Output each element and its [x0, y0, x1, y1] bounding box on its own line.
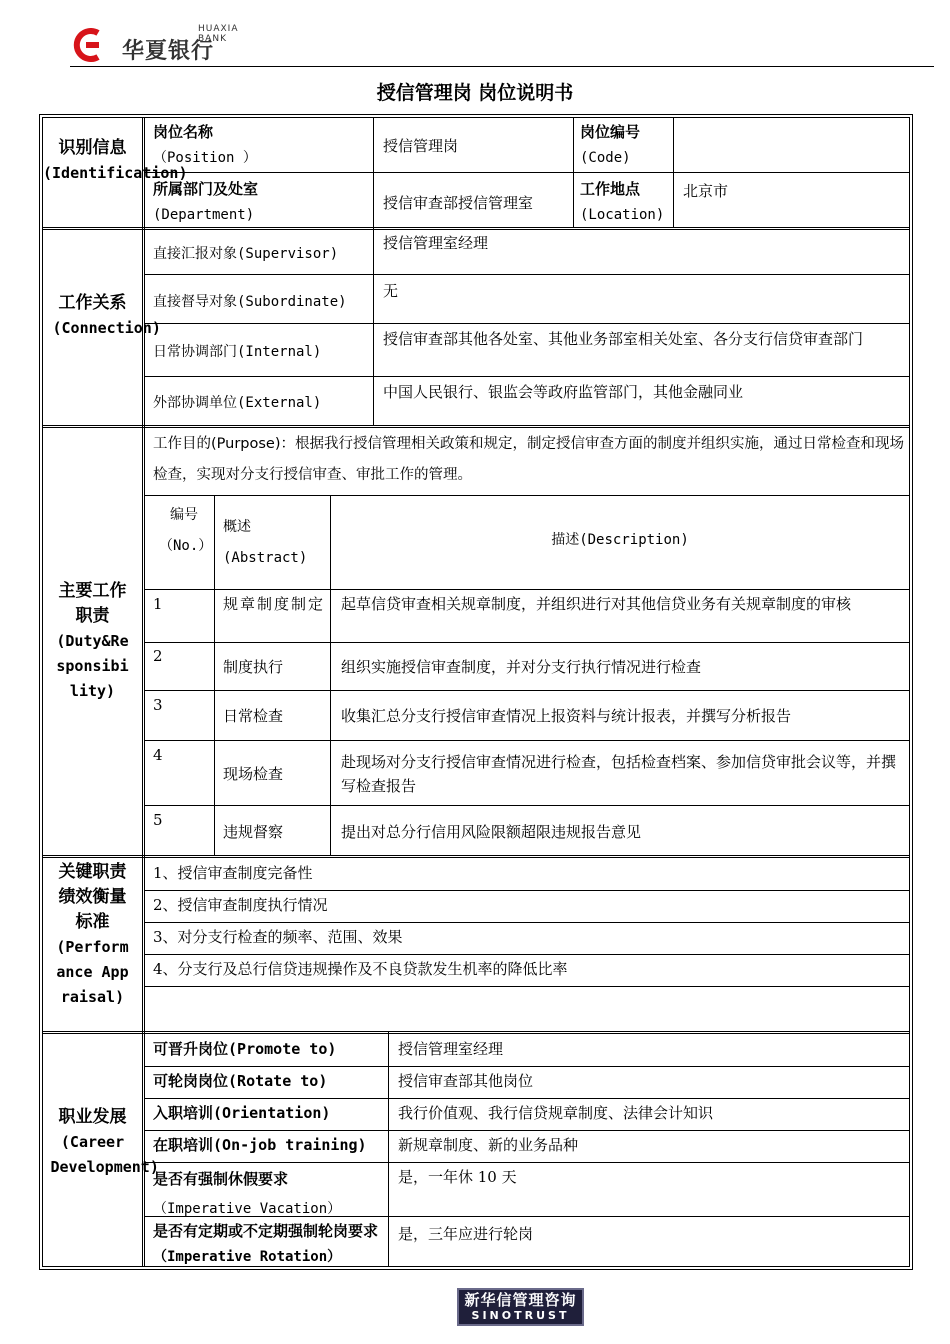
row-divider [145, 589, 909, 590]
position-label-en: （Position ） [153, 150, 257, 166]
row-divider [145, 922, 909, 923]
section-title-en: (Identification) [43, 164, 188, 182]
section-career [43, 1105, 159, 1180]
subordinate-value: 无 [383, 282, 399, 300]
career-label-vacation: 是否有强制休假要求 （Imperative Vacation） [153, 1170, 342, 1217]
section-column-divider [142, 118, 145, 1266]
career-value-orientation: 我行价值观、我行信贷规章制度、法律会计知识 [398, 1104, 714, 1122]
row-divider [145, 690, 909, 691]
row-divider [145, 740, 909, 741]
location-value: 北京市 [683, 182, 729, 200]
career-label-onjob: 在职培训(On-job training) [153, 1136, 367, 1154]
duty-item-abstract: 现场检查 [223, 765, 284, 783]
supervisor-value: 授信管理室经理 [383, 234, 489, 252]
brand-name-en: HUAXIA BANK [198, 24, 239, 44]
section-appraisal [43, 860, 142, 1010]
code-label [580, 120, 640, 171]
huaxia-bank-logo-icon [70, 28, 110, 62]
cell-divider [214, 495, 215, 855]
duty-item-no: 1 [153, 595, 163, 613]
subordinate-label: 直接督导对象(Subordinate) [153, 294, 347, 310]
row-divider [145, 274, 909, 275]
code-label-en: (Code) [580, 150, 631, 166]
section-divider [43, 425, 909, 428]
career-value-promote: 授信管理室经理 [398, 1040, 504, 1058]
stamp-text-cn: 新华信管理咨询 [464, 1291, 577, 1309]
row-divider [145, 986, 909, 987]
row-divider [145, 323, 909, 324]
cell-divider [373, 227, 374, 425]
section-title-en: (Connection) [52, 319, 161, 337]
row-divider [145, 1066, 909, 1067]
internal-value: 授信审查部其他各处室、其他业务部室相关处室、各分支行信贷审查部门 [383, 330, 864, 348]
duty-item-abstract: 违规督察 [223, 823, 284, 841]
position-label-cn: 岗位名称 [153, 123, 214, 141]
row-divider [145, 172, 909, 173]
section-divider [43, 1031, 909, 1034]
position-label [153, 120, 257, 171]
job-description-table [39, 114, 913, 1270]
duty-item-description: 起草信贷审查相关规章制度，并组织进行对其他信贷业务有关规章制度的审核 [341, 595, 852, 613]
department-value: 授信审查部授信管理室 [383, 194, 534, 212]
work-purpose: 工作目的(Purpose)：根据我行授信管理相关政策和规定，制定授信审查方面的制度并组织实施，通过日常检查和现场检查，实现对分支行授信审查、审批工作的管理。 [153, 436, 905, 483]
section-title-cn: 主要工作职责 [58, 581, 127, 626]
section-title-en: (Duty&Responsibility) [56, 632, 129, 700]
duty-item-description: 收集汇总分支行授信审查情况上报资料与统计报表，并撰写分析报告 [341, 707, 792, 725]
section-title-cn: 关键职责绩效衡量标准 [58, 862, 127, 932]
column-header-description: 描述(Description) [551, 532, 689, 548]
career-value-rotation: 是，三年应进行轮岗 [398, 1225, 534, 1243]
appraisal-item: 4、分支行及总行信贷违规操作及不良贷款发生机率的降低比率 [153, 960, 568, 978]
career-value-onjob: 新规章制度、新的业务品种 [398, 1136, 579, 1154]
section-duty [43, 579, 142, 704]
duty-item-no: 3 [153, 696, 163, 714]
career-label-rotate: 可轮岗岗位(Rotate to) [153, 1072, 328, 1090]
row-divider [145, 1098, 909, 1099]
position-value: 授信管理岗 [383, 137, 459, 155]
duty-item-description: 组织实施授信审查制度，并对分支行执行情况进行检查 [341, 658, 702, 676]
duty-item-abstract: 日常检查 [223, 707, 284, 725]
column-header-no: 编号（No.） [159, 507, 213, 554]
appraisal-item: 3、对分支行检查的频率、范围、效果 [153, 928, 403, 946]
brand-name-cn: 华夏银行 [122, 39, 215, 64]
duty-item-abstract: 制度执行 [223, 658, 284, 676]
row-divider [145, 1130, 909, 1131]
duty-item-description: 赴现场对分支行授信审查情况进行检查，包括检查档案、参加信贷审批会议等，并撰写检查报告 [341, 753, 897, 795]
external-value: 中国人民银行、银监会等政府监管部门，其他金融同业 [383, 383, 744, 401]
section-divider [43, 855, 909, 858]
row-divider [145, 954, 909, 955]
row-divider [145, 642, 909, 643]
section-title-cn: 职业发展 [58, 1107, 127, 1127]
row-divider [145, 890, 909, 891]
duty-item-no: 4 [153, 746, 163, 764]
location-label-en: (Location) [580, 207, 665, 223]
header-divider [70, 66, 934, 67]
career-value-vacation: 是，一年休 10 天 [398, 1168, 517, 1186]
document-title: 授信管理岗 岗位说明书 [376, 82, 574, 104]
sinotrust-stamp [457, 1288, 584, 1326]
section-connection [43, 291, 161, 341]
department-label-en: (Department) [153, 207, 255, 223]
external-label: 外部协调单位(External) [153, 395, 322, 411]
bank-logo [70, 22, 240, 66]
department-label [153, 177, 258, 228]
section-identification [43, 136, 188, 186]
row-divider [145, 376, 909, 377]
row-divider [145, 495, 909, 496]
location-label-cn: 工作地点 [580, 180, 641, 198]
duty-item-description: 提出对总分行信用风险限额超限违规报告意见 [341, 823, 642, 841]
appraisal-item: 2、授信审查制度执行情况 [153, 896, 328, 914]
section-title-en: (Career Development) [50, 1133, 159, 1176]
career-label-promote: 可晋升岗位(Promote to) [153, 1040, 337, 1058]
career-label-orientation: 入职培训(Orientation) [153, 1104, 331, 1122]
section-title-cn: 识别信息 [58, 138, 127, 158]
career-value-rotate: 授信审查部其他岗位 [398, 1072, 534, 1090]
appraisal-item: 1、授信审查制度完备性 [153, 864, 313, 882]
career-label-rotation: 是否有定期或不定期强制轮岗要求（Imperative Rotation） [153, 1222, 379, 1265]
row-divider [145, 805, 909, 806]
stamp-text-en: SINOTRUST [471, 1309, 570, 1322]
code-label-cn: 岗位编号 [580, 123, 641, 141]
section-title-en: (Performance Appraisal) [56, 938, 129, 1006]
duty-item-abstract: 规章制度制定 [223, 595, 323, 613]
supervisor-label: 直接汇报对象(Supervisor) [153, 246, 339, 262]
section-title-cn: 工作关系 [58, 293, 127, 313]
department-label-cn: 所属部门及处室 [153, 180, 259, 198]
duty-item-no: 2 [153, 647, 163, 665]
duty-item-no: 5 [153, 811, 163, 829]
column-header-abstract: 概述(Abstract) [223, 519, 308, 566]
location-label [580, 177, 664, 228]
internal-label: 日常协调部门(Internal) [153, 344, 322, 360]
row-divider [145, 1162, 909, 1163]
